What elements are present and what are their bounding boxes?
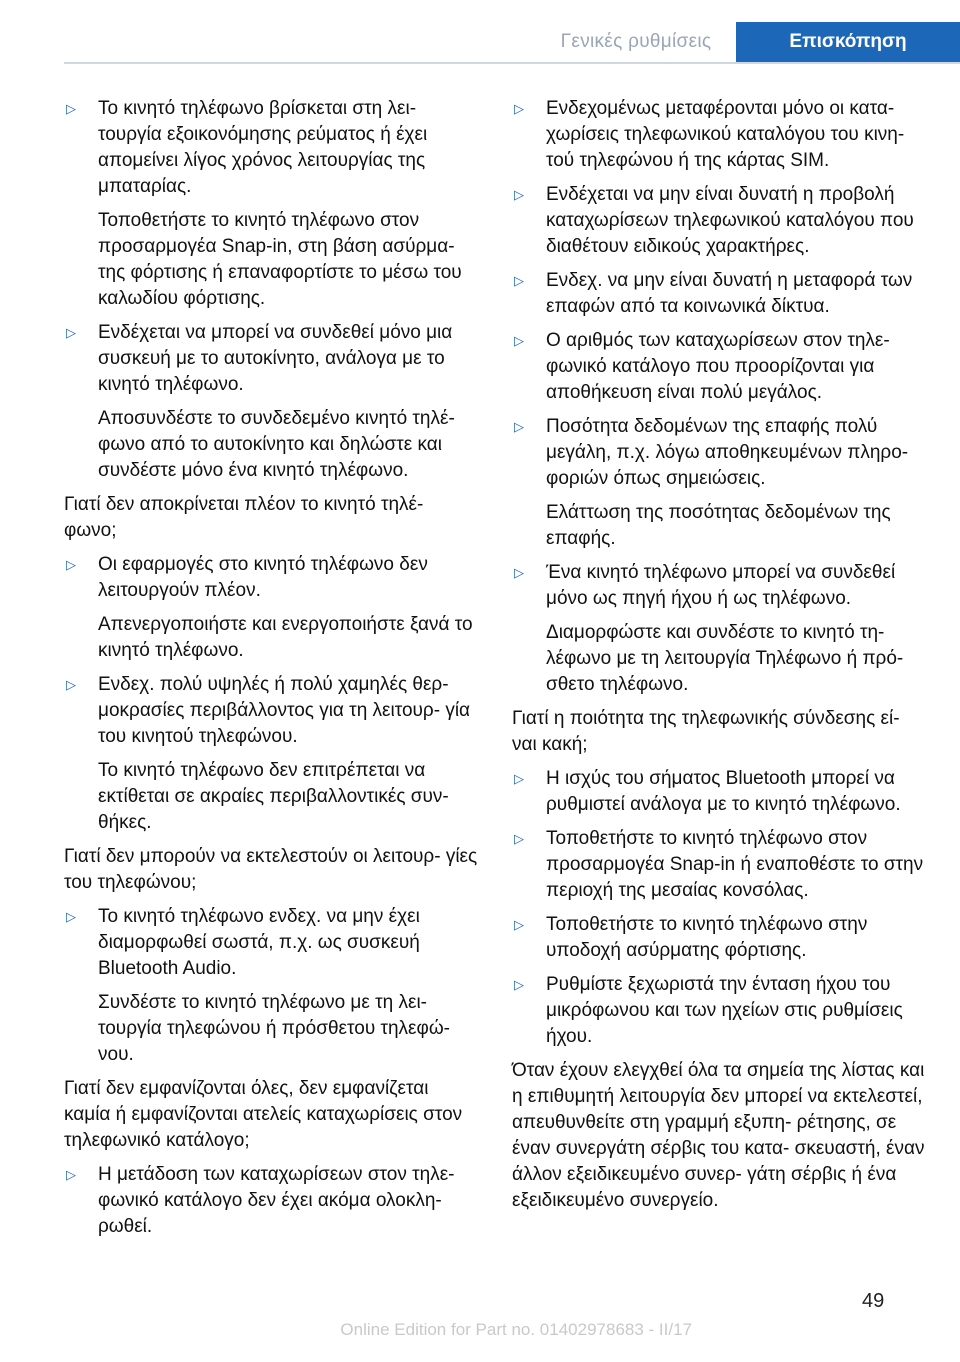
list-item (512, 182, 928, 260)
list-item (64, 1162, 480, 1240)
item-solution: Αποσυνδέστε το συνδεδεμένο κινητό τηλέ- φωνο από το αυτοκίνητο και δηλώστε και συνδέστε μόνο ένα κινητό τηλέφωνο. (98, 408, 455, 481)
list-item (512, 560, 928, 698)
triangle-right-icon: ▷ (66, 909, 76, 924)
item-text: Τοποθετήστε το κινητό τηλέφωνο στον προσαρμογέα Snap-in ή εναποθέστε το στην περιοχή της μεσαίας κονσόλας. (546, 828, 924, 901)
list-item (512, 826, 928, 904)
section-tab[interactable]: Γενικές ρυθμίσεις (560, 31, 712, 52)
list-item (512, 766, 928, 818)
triangle-right-icon: ▷ (66, 325, 76, 340)
triangle-right-icon: ▷ (514, 419, 524, 434)
list-item (512, 96, 928, 174)
triangle-right-icon: ▷ (66, 1167, 76, 1182)
item-solution: Απενεργοποιήστε και ενεργοποιήστε ξανά το κινητό τηλέφωνο. (98, 614, 473, 661)
item-text: Ενδεχ. πολύ υψηλές ή πολύ χαμηλές θερ- μοκρασίες περιβάλλοντος για τη λειτουρ- γία του κινητού τηλεφώνου. (98, 674, 471, 747)
item-solution: Συνδέστε το κινητό τηλέφωνο με τη λει- τουργία τηλεφώνου ή πρόσθετου τηλεφώ- νου. (98, 992, 451, 1065)
triangle-right-icon: ▷ (66, 101, 76, 116)
triangle-right-icon: ▷ (514, 917, 524, 932)
list-item (64, 552, 480, 664)
item-text: Τοποθετήστε το κινητό τηλέφωνο στην υποδοχή ασύρματης φόρτισης. (546, 914, 868, 961)
item-text: Το κινητό τηλέφωνο ενδεχ. να μην έχει διαμορφωθεί σωστά, π.χ. ως συσκευή Bluetooth Audio. (98, 906, 420, 979)
list-item (512, 328, 928, 406)
triangle-right-icon: ▷ (514, 273, 524, 288)
triangle-right-icon: ▷ (66, 677, 76, 692)
item-text: Ποσότητα δεδομένων της επαφής πολύ μεγάλη, π.χ. λόγω αποθηκευμένων πληρο- φοριών όπως σημειώσεις. (546, 416, 909, 489)
item-text: Ενδέχεται να μην είναι δυνατή η προβολή καταχωρίσεων τηλεφωνικού καταλόγου που διαθέτουν ειδικούς χαρακτήρες. (546, 184, 914, 257)
header-tabs (536, 22, 960, 62)
list-item (512, 912, 928, 964)
list-item (64, 672, 480, 836)
triangle-right-icon: ▷ (514, 101, 524, 116)
list-item (64, 904, 480, 1068)
header-divider (64, 62, 960, 64)
item-text: Ρυθμίστε ξεχωριστά την ένταση ήχου του μικρόφωνου και των ηχείων στις ρυθμίσεις ήχου. (546, 974, 903, 1047)
closing-paragraph: Όταν έχουν ελεγχθεί όλα τα σημεία της λίστας και η επιθυμητή λειτουργία δεν μπορεί να εκτελεστεί, απευθυνθείτε στη γραμμή εξυπη- ρέτησης, σε έναν συνεργάτη σέρβις του κατα- σκευαστή, έναν άλλον εξειδικευμένο συνερ- γάτη σέρβις ή ένα εξειδικευμένο συνεργείο. (512, 1060, 925, 1211)
question-heading: Γιατί δεν αποκρίνεται πλέον το κινητό τηλέ- φωνο; (64, 494, 424, 541)
footer-edition: Online Edition for Part no. 01402978683 - II/17 (340, 1320, 692, 1339)
triangle-right-icon: ▷ (514, 333, 524, 348)
list-item (64, 320, 480, 484)
list-item (512, 972, 928, 1050)
item-text: Ενδεχομένως μεταφέρονται μόνο οι κατα- χωρίσεις τηλεφωνικού καταλόγου του κινη- τού τηλεφώνου ή της κάρτας SIM. (546, 98, 905, 171)
question-heading: Γιατί δεν εμφανίζονται όλες, δεν εμφανίζεται καμία ή εμφανίζονται ατελείς καταχωρίσεις στον τηλεφωνικό κατάλογο; (64, 1078, 463, 1151)
item-solution: Το κινητό τηλέφωνο δεν επιτρέπεται να εκτίθεται σε ακραίες περιβαλλοντικές συν- θήκες. (98, 760, 449, 833)
current-section-tab[interactable]: Επισκόπηση (736, 22, 960, 62)
item-solution: Διαμορφώστε και συνδέστε το κινητό τη- λέφωνο με τη λειτουργία Τηλέφωνο ή πρό- σθετο τηλέφωνο. (546, 622, 904, 695)
triangle-right-icon: ▷ (514, 187, 524, 202)
item-solution: Τοποθετήστε το κινητό τηλέφωνο στον προσαρμογέα Snap-in, στη βάση ασύρμα- της φόρτισης ή επαναφορτίστε το μέσω του καλωδίου φόρτισης. (98, 210, 462, 309)
list-item (64, 96, 480, 312)
item-text: Ο αριθμός των καταχωρίσεων στον τηλε- φωνικό κατάλογο που προορίζονται για αποθήκευση είναι πολύ μεγάλος. (546, 330, 890, 403)
triangle-right-icon: ▷ (514, 977, 524, 992)
item-text: Ενδέχεται να μπορεί να συνδεθεί μόνο μια συσκευή με το αυτοκίνητο, ανάλογα με το κινητό τηλέφωνο. (98, 322, 453, 395)
question-heading: Γιατί η ποιότητα της τηλεφωνικής σύνδεσης εί- ναι κακή; (512, 708, 900, 755)
item-text: Ενδεχ. να μην είναι δυνατή η μεταφορά των επαφών από τα κοινωνικά δίκτυα. (546, 270, 913, 317)
item-solution: Ελάττωση της ποσότητας δεδομένων της επαφής. (546, 502, 891, 549)
item-text: Οι εφαρμογές στο κινητό τηλέφωνο δεν λειτουργούν πλέον. (98, 554, 428, 601)
item-text: Το κινητό τηλέφωνο βρίσκεται στη λει- τουργία εξοικονόμησης ρεύματος ή έχει απομείνει λίγος χρόνος λειτουργίας της μπαταρίας. (98, 98, 428, 197)
triangle-right-icon: ▷ (514, 831, 524, 846)
item-text: Ένα κινητό τηλέφωνο μπορεί να συνδεθεί μόνο ως πηγή ήχου ή ως τηλέφωνο. (546, 562, 896, 609)
list-item (512, 268, 928, 320)
list-item (512, 414, 928, 552)
left-column (64, 96, 480, 1248)
item-text: Η μετάδοση των καταχωρίσεων στον τηλε- φωνικό κατάλογο δεν έχει ακόμα ολοκλη- ρωθεί. (98, 1164, 455, 1237)
question-heading: Γιατί δεν μπορούν να εκτελεστούν οι λειτουρ- γίες του τηλεφώνου; (64, 846, 478, 893)
right-column (512, 96, 928, 1222)
triangle-right-icon: ▷ (66, 557, 76, 572)
page-number: 49 (862, 1290, 885, 1312)
triangle-right-icon: ▷ (514, 771, 524, 786)
triangle-right-icon: ▷ (514, 565, 524, 580)
item-text: Η ισχύς του σήματος Bluetooth μπορεί να ρυθμιστεί ανάλογα με το κινητό τηλέφωνο. (546, 768, 901, 815)
